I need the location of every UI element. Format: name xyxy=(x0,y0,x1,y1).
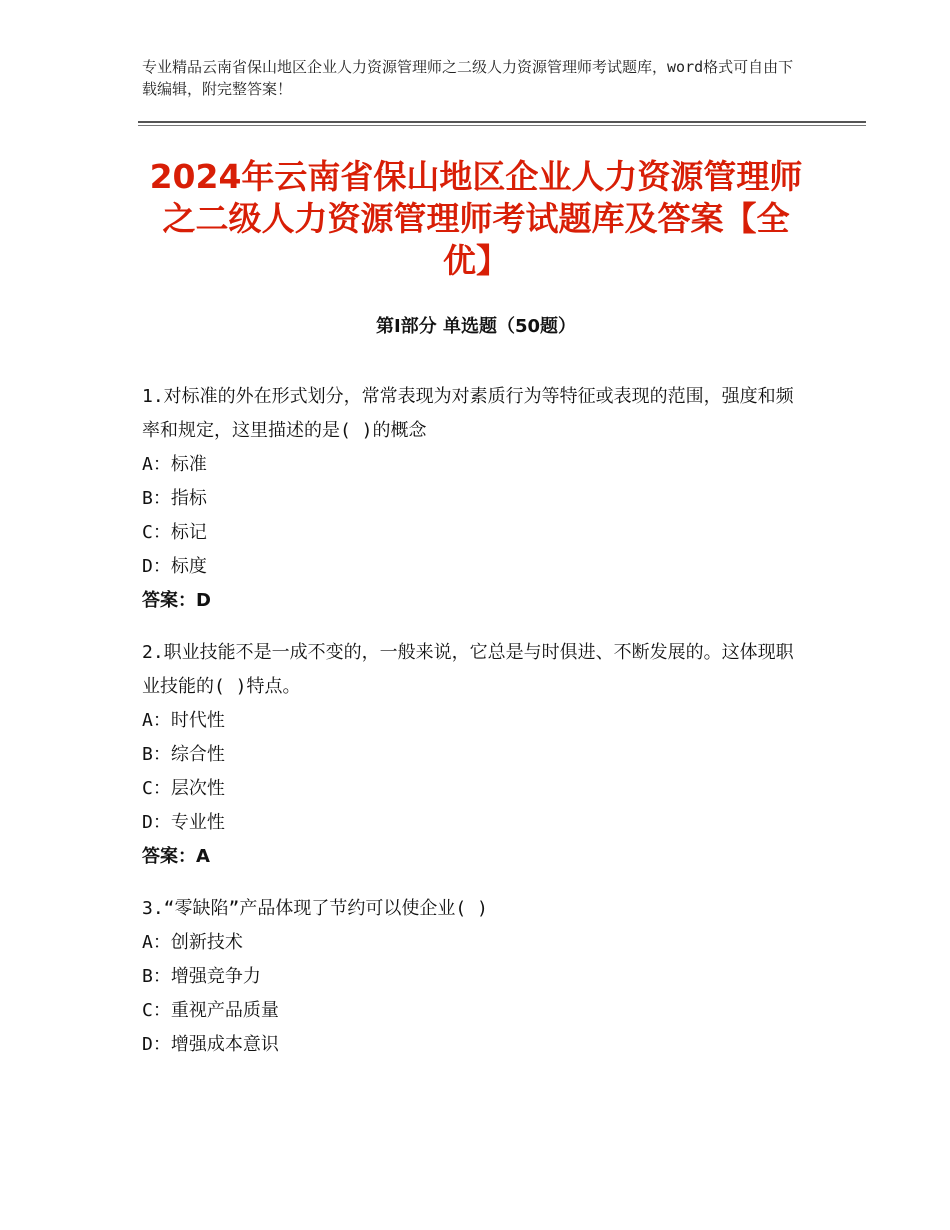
question-answer: 答案：A xyxy=(142,846,210,867)
section-heading: 第Ⅰ部分 单选题（50题） xyxy=(375,316,576,337)
question-answer: 答案：D xyxy=(142,590,211,611)
option-a[interactable]: A：时代性 xyxy=(142,710,225,731)
question-list xyxy=(142,380,810,1080)
header-divider xyxy=(138,121,866,126)
option-d[interactable]: D：标度 xyxy=(142,556,207,577)
header-divider-thin xyxy=(138,125,866,126)
document-title: 2024年云南省保山地区企业人力资源管理师之二级人力资源管理师考试题库及答案【全优】 xyxy=(149,157,803,280)
option-c[interactable]: C：层次性 xyxy=(142,778,225,799)
option-a[interactable]: A：创新技术 xyxy=(142,932,243,953)
option-b[interactable]: B：指标 xyxy=(142,488,207,509)
option-a[interactable]: A：标准 xyxy=(142,454,207,475)
question-1 xyxy=(142,380,810,618)
question-2 xyxy=(142,636,810,874)
option-b[interactable]: B：综合性 xyxy=(142,744,225,765)
option-c[interactable]: C：标记 xyxy=(142,522,207,543)
header-divider-thick xyxy=(138,121,866,123)
header-note: 专业精品云南省保山地区企业人力资源管理师之二级人力资源管理师考试题库，word格式可自由下载编辑，附完整答案！ xyxy=(142,58,794,98)
option-d[interactable]: D：专业性 xyxy=(142,812,225,833)
question-stem: 2.职业技能不是一成不变的，一般来说，它总是与时俱进、不断发展的。这体现职业技能的( )特点。 xyxy=(142,642,794,697)
option-b[interactable]: B：增强竞争力 xyxy=(142,966,261,987)
option-d[interactable]: D：增强成本意识 xyxy=(142,1034,279,1055)
option-c[interactable]: C：重视产品质量 xyxy=(142,1000,279,1021)
question-stem: 3.“零缺陷”产品体现了节约可以使企业( ) xyxy=(142,898,488,919)
question-3 xyxy=(142,892,810,1062)
question-stem: 1.对标准的外在形式划分，常常表现为对素质行为等特征或表现的范围，强度和频率和规定，这里描述的是( )的概念 xyxy=(142,386,794,441)
